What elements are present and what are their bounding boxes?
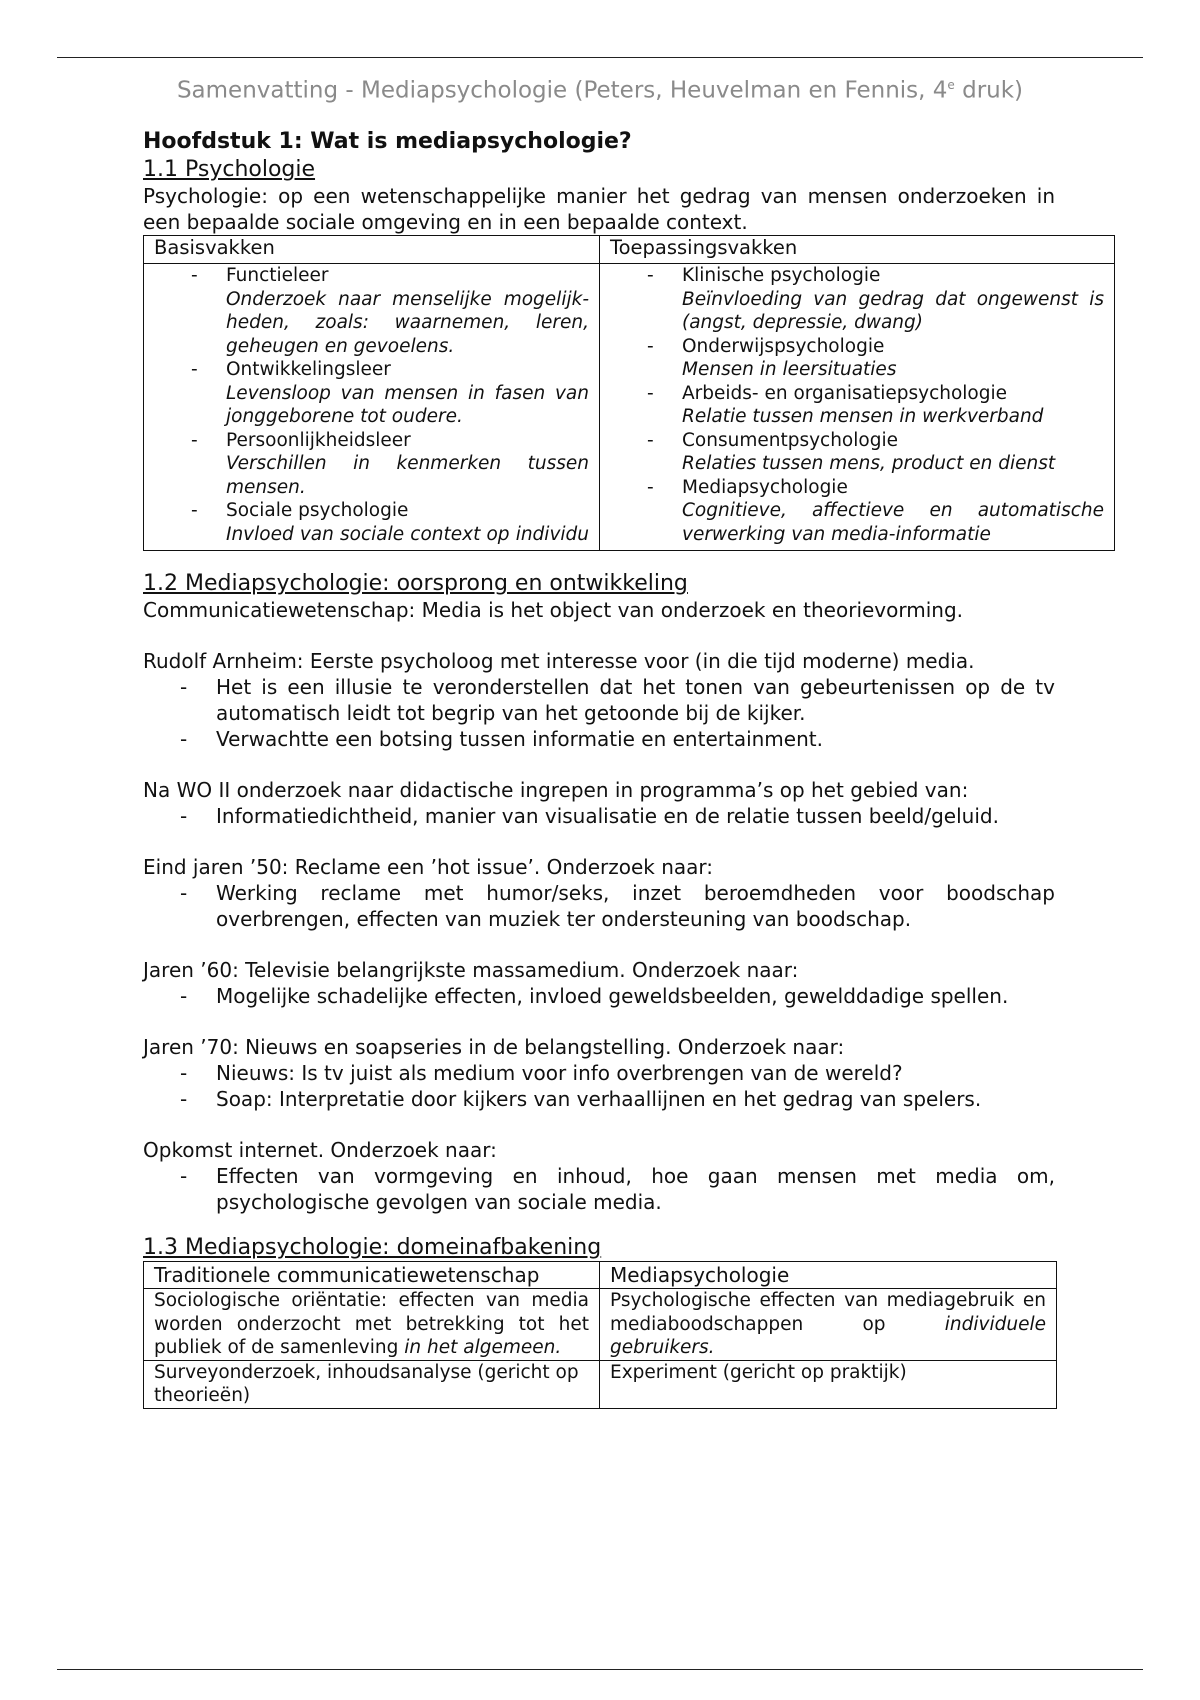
paragraph-jaren-50: Eind jaren ’50: Reclame een ’hot issue’. Onderzoek naar: bbox=[143, 855, 713, 879]
header-title-end: druk) bbox=[954, 77, 1024, 104]
section-1-2-heading: 1.2 Mediapsychologie: oorsprong en ontwikkeling bbox=[143, 571, 688, 596]
list-item: - Werking reclame met humor/seks, inzet beroemdheden voor boodschap overbrengen, effecten van muziek ter ondersteuning van boodschap. bbox=[216, 880, 1055, 932]
list-item: - Onderwijspsychologie Mensen in leersituaties bbox=[682, 335, 1104, 382]
list-item: - Klinische psychologie Beïnvloeding van gedrag dat ongewenst is (angst, depressie, dwang) bbox=[682, 264, 1104, 335]
list-item: - Sociale psychologie Invloed van sociale context op individu bbox=[226, 499, 589, 546]
document-header bbox=[57, 69, 1143, 107]
paragraph-jaren-60: Jaren ’60: Televisie belangrijkste massamedium. Onderzoek naar: bbox=[143, 958, 799, 982]
table-cell: Experiment (gericht op praktijk) bbox=[600, 1360, 1057, 1408]
paragraph-wo2: Na WO II onderzoek naar didactische ingrepen in programma’s op het gebied van: bbox=[143, 778, 969, 802]
jaren-50-list bbox=[143, 880, 1055, 932]
section-1-3-heading: 1.3 Mediapsychologie: domeinafbakening bbox=[143, 1235, 602, 1260]
paragraph-communicatiewetenschap: Communicatiewetenschap: Media is het object van onderzoek en theorievorming. bbox=[143, 598, 964, 622]
section-1-1-heading: 1.1 Psychologie bbox=[143, 157, 316, 182]
list-item: - Arbeids- en organisatiepsychologie Relatie tussen mensen in werkverband bbox=[682, 382, 1104, 429]
internet-list bbox=[143, 1163, 1055, 1215]
basisvakken-cell bbox=[144, 264, 600, 551]
arnheim-list bbox=[143, 674, 1055, 752]
list-item: - Consumentpsychologie Relaties tussen mens, product en dienst bbox=[682, 429, 1104, 476]
top-rule bbox=[57, 57, 1143, 58]
list-item: - Mediapsychologie Cognitieve, affectieve en automatische verwerking van media-informatie bbox=[682, 476, 1104, 547]
list-item: - Effecten van vormgeving en inhoud, hoe gaan mensen met media om, psychologische gevolgen van sociale media. bbox=[216, 1163, 1055, 1215]
wo2-list bbox=[143, 803, 1055, 829]
list-item: - Verwachtte een botsing tussen informatie en entertainment. bbox=[216, 726, 1055, 752]
table-cell: Psychologische effecten van mediagebruik en mediaboodschappen op individuele gebruikers. bbox=[600, 1289, 1057, 1361]
paragraph-internet: Opkomst internet. Onderzoek naar: bbox=[143, 1138, 497, 1162]
paragraph-arnheim: Rudolf Arnheim: Eerste psycholoog met interesse voor (in die tijd moderne) media. bbox=[143, 649, 975, 673]
vakken-table bbox=[143, 235, 1115, 551]
table-header-mediapsychologie: Mediapsychologie bbox=[600, 1262, 1057, 1289]
basisvakken-list bbox=[154, 264, 589, 550]
table-cell: Surveyonderzoek, inhoudsanalyse (gericht op theorieën) bbox=[144, 1360, 600, 1408]
paragraph-jaren-70: Jaren ’70: Nieuws en soapseries in de belangstelling. Onderzoek naar: bbox=[143, 1035, 845, 1059]
list-item: - Persoonlijkheidsleer Verschillen in kenmerken tussen mensen. bbox=[226, 429, 589, 500]
list-item: - Informatiedichtheid, manier van visualisatie en de relatie tussen beeld/geluid. bbox=[216, 803, 1055, 829]
psychologie-definition: Psychologie: op een wetenschappelijke manier het gedrag van mensen onderzoeken in een bepaalde sociale omgeving en in een bepaalde context. bbox=[143, 184, 1055, 234]
list-item: - Mogelijke schadelijke effecten, invloed geweldsbeelden, gewelddadige spellen. bbox=[216, 983, 1055, 1009]
page-content bbox=[143, 127, 1104, 1409]
toepassingsvakken-cell bbox=[600, 264, 1115, 551]
header-title: Samenvatting - Mediapsychologie (Peters, Heuvelman en Fennis, 4 bbox=[176, 77, 948, 104]
table-cell: Sociologische oriëntatie: effecten van media worden onderzocht met betrekking tot het publiek of de samenleving in het algemeen. bbox=[144, 1289, 600, 1361]
list-item: - Soap: Interpretatie door kijkers van verhaallijnen en het gedrag van spelers. bbox=[216, 1086, 1055, 1112]
jaren-70-list bbox=[143, 1060, 1055, 1112]
chapter-title: Hoofdstuk 1: Wat is mediapsychologie? bbox=[143, 129, 632, 154]
list-item: - Ontwikkelingsleer Levensloop van mensen in fasen van jonggeborene tot oudere. bbox=[226, 358, 589, 429]
list-item: - Functieleer Onderzoek naar menselijke mogelijk-heden, zoals: waarnemen, leren, geheugen en gevoelens. bbox=[226, 264, 589, 358]
bottom-rule bbox=[57, 1669, 1143, 1670]
toepassingsvakken-list bbox=[610, 264, 1104, 550]
header-title-sup: e bbox=[947, 78, 955, 92]
list-item: - Nieuws: Is tv juist als medium voor info overbrengen van de wereld? bbox=[216, 1060, 1055, 1086]
table-header-traditioneel: Traditionele communicatiewetenschap bbox=[144, 1262, 600, 1289]
table-header-toepassingsvakken: Toepassingsvakken bbox=[600, 236, 1115, 264]
jaren-60-list bbox=[143, 983, 1055, 1009]
domein-table bbox=[143, 1261, 1057, 1409]
table-header-basisvakken: Basisvakken bbox=[144, 236, 600, 264]
list-item: - Het is een illusie te veronderstellen dat het tonen van gebeurtenissen op de tv automatisch leidt tot begrip van het getoonde bij de kijker. bbox=[216, 674, 1055, 726]
